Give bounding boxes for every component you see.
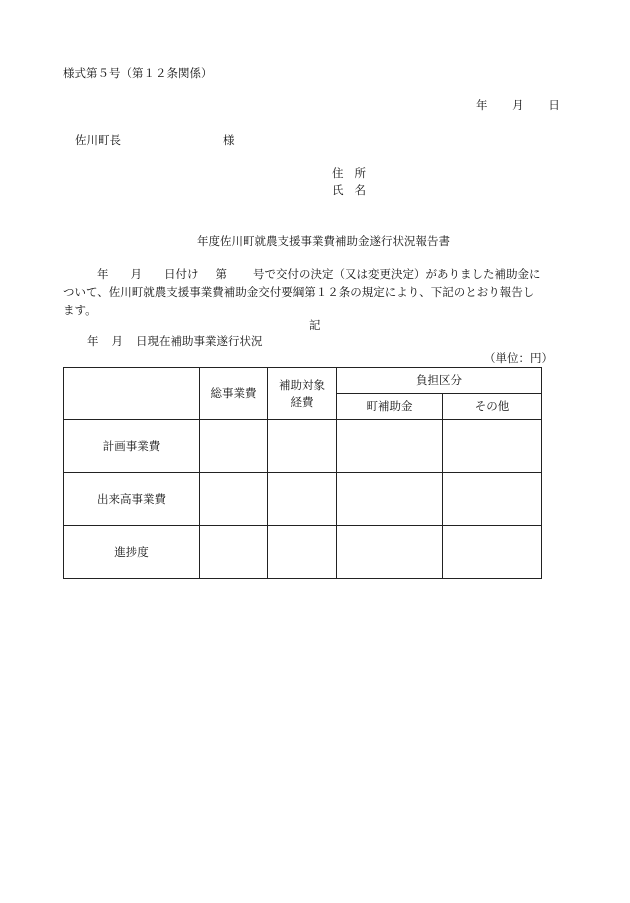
table-cell <box>200 420 268 473</box>
address-label: 住 所 <box>332 166 366 180</box>
table-cell <box>337 420 443 473</box>
table-cell <box>200 526 268 579</box>
status-line: 年 月 日現在補助事業遂行状況 <box>87 334 263 348</box>
row-label: 出来高事業費 <box>64 473 200 526</box>
row-label: 計画事業費 <box>64 420 200 473</box>
table-cell <box>268 526 337 579</box>
name-label: 氏 名 <box>332 183 366 197</box>
date-day: 日 <box>548 98 560 112</box>
table-cell <box>337 473 443 526</box>
unit-label: （単位：円） <box>484 351 553 365</box>
document-title: 年度佐川町就農支援事業費補助金遂行状況報告書 <box>197 234 450 248</box>
table-cell <box>337 526 443 579</box>
table-cell <box>268 473 337 526</box>
table-row <box>64 526 542 579</box>
form-number: 様式第５号（第１２条関係） <box>63 66 213 80</box>
header-other: その他 <box>443 394 542 420</box>
header-blank-cell <box>64 368 200 420</box>
date-year: 年 <box>476 98 488 112</box>
table-row <box>64 473 542 526</box>
report-table <box>63 367 542 579</box>
row-label: 進捗度 <box>64 526 200 579</box>
body-paragraph: 年 月 日付け 第 号で交付の決定（又は変更決定）がありました補助金について、佐川町就農支援事業費補助金交付要綱第１２条の規定により、下記のとおり報告します。 <box>63 267 541 317</box>
table-cell <box>200 473 268 526</box>
table-cell <box>443 526 542 579</box>
date-line <box>476 98 560 113</box>
addressee-honorific: 様 <box>223 133 235 147</box>
header-burden: 負担区分 <box>337 368 542 394</box>
table-cell <box>443 473 542 526</box>
table-cell <box>268 420 337 473</box>
table-row <box>64 420 542 473</box>
ki-heading: 記 <box>309 318 321 332</box>
header-total-cost: 総事業費 <box>200 368 268 420</box>
header-town-subsidy: 町補助金 <box>337 394 443 420</box>
table-cell <box>443 420 542 473</box>
addressee <box>75 133 235 148</box>
date-month: 月 <box>512 98 524 112</box>
header-subsidy-target: 補助対象 経費 <box>268 368 337 420</box>
addressee-name: 佐川町長 <box>75 133 121 147</box>
